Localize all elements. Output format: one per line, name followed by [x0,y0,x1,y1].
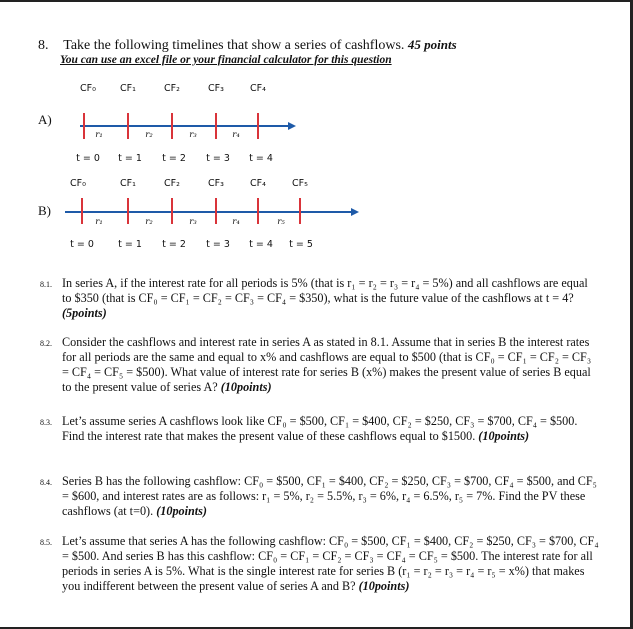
timeline-b-tick-4 [257,198,259,224]
timeline-b-axis [65,211,351,213]
item-number: 8.4. [40,478,52,487]
item-number: 8.5. [40,538,52,547]
timeline-a-tick-2 [171,113,173,139]
question-title: Take the following timelines that show a series of cashflows. [63,38,405,53]
timeline-a-time-3: t = 3 [206,153,230,164]
timeline-b-cf-4: CF₄ [250,178,266,189]
question-item-8-3 [40,414,600,444]
timeline-b-tick-5 [299,198,301,224]
timeline-b-time-0: t = 0 [70,239,94,250]
timeline-b-time-1: t = 1 [118,239,142,250]
timeline-a-time-1: t = 1 [118,153,142,164]
timeline-a-label: A) [38,112,52,127]
question-instruction: You can use an excel file or your financial calculator for this question [60,54,392,66]
timeline-a-tick-0 [83,113,85,139]
item-points: (10points) [156,504,207,518]
question-item-8-5 [40,534,600,594]
item-text-block [62,474,600,519]
timeline-b-tick-0 [81,198,83,224]
timeline-b-cf-3: CF₃ [208,178,224,189]
item-text-block [62,414,600,444]
question-number: 8. [38,38,49,53]
item-number: 8.2. [40,339,52,348]
question-item-8-4 [40,474,600,519]
question-header [38,37,457,54]
timeline-b-cf-2: CF₂ [164,178,180,189]
question-points: 45 points [407,37,457,52]
question-item-8-2 [40,335,600,395]
frame-top-border [0,0,633,2]
timeline-a-cf-3: CF₃ [208,83,224,94]
timeline-b-tick-1 [127,198,129,224]
timeline-b-time-2: t = 2 [162,239,186,250]
timeline-a-rate-2: r₂ [145,130,153,140]
timeline-a-rate-3: r₃ [189,130,197,140]
item-text-block [62,534,600,594]
timeline-b-arrowhead [351,208,359,216]
timeline-b-time-5: t = 5 [289,239,313,250]
item-text-block [62,276,600,321]
item-text: In series A, if the interest rate for all periods is 5% (that is r₁ = r₂ = r₃ = r₄ = 5%) and all cashflows are equal to $350 (that is CF₀ = CF₁ = CF₂ = CF₃ = CF₄ = $350), what is the future value of the cashflows at t = 4? [62,276,588,305]
timeline-b-label: B) [38,203,51,218]
timeline-a-time-4: t = 4 [249,153,273,164]
item-number: 8.3. [40,418,52,427]
timeline-b-cf-0: CF₀ [70,178,86,189]
timeline-b-rate-5: r₅ [277,217,285,227]
item-points: (5points) [62,306,107,320]
item-text: Let’s assume series A cashflows look like CF₀ = $500, CF₁ = $400, CF₂ = $250, CF₃ = $700, CF₄ = $500. Find the interest rate that makes the present value of these cashflows equal to $1500. [62,414,578,443]
timeline-b-cf-1: CF₁ [120,178,136,189]
question-item-8-1 [40,276,600,321]
timeline-b-rate-4: r₄ [232,217,240,227]
timeline-a-cf-2: CF₂ [164,83,180,94]
timeline-a-cf-4: CF₄ [250,83,266,94]
timeline-a-rate-4: r₄ [232,130,240,140]
timeline-b-tick-3 [215,198,217,224]
timeline-a-tick-4 [257,113,259,139]
timeline-a-cf-1: CF₁ [120,83,136,94]
timeline-a-arrowhead [288,122,296,130]
item-text: Series B has the following cashflow: CF₀ = $500, CF₁ = $400, CF₂ = $250, CF₃ = $700, CF₄ = $500, and CF₅ = $600, and interest rates are as follows: r₁ = 5%, r₂ = 5.5%, r₃ = 6%, r₄ = 6.5%, r₅ = 7%. Find the PV these cashflows (at t=0). [62,474,597,518]
timeline-b-rate-2: r₂ [145,217,153,227]
item-points: (10points) [220,380,272,394]
timeline-a-tick-3 [215,113,217,139]
timeline-a-cf-0: CF₀ [80,83,96,94]
timeline-b-rate-1: r₁ [95,217,103,227]
timeline-a-tick-1 [127,113,129,139]
item-points: (10points) [358,579,410,593]
item-text-block [62,335,600,395]
timeline-b-rate-3: r₃ [189,217,197,227]
timeline-b-time-4: t = 4 [249,239,273,250]
timeline-a-rate-1: r₁ [95,130,103,140]
item-number: 8.1. [40,280,52,289]
timeline-b-cf-5: CF₅ [292,178,308,189]
item-text: Consider the cashflows and interest rate in series A as stated in 8.1. Assume that in series B the interest rates for all periods are the same and equal to x% and cashflows are equal to $500 (that is CF₀ = CF₁ = CF₂ = CF₃ = CF₄ = CF₅ = $500). What value of interest rate for series B (x%) makes the present value of series B equal to the present value of series A? [62,335,592,394]
item-points: (10points) [478,429,530,443]
item-text: Let’s assume that series A has the following cashflow: CF₀ = $500, CF₁ = $400, CF₂ = $250, CF₃ = $700, CF₄ = $500. And series B has this cashflow: CF₀ = CF₁ = CF₂ = CF₃ = CF₄ = CF₅ = $500. The interest rate for all periods in series A is 5%. What is the single interest rate for series B (r₁ = r₂ = r₃ = r₄ = r₅ = x%) that makes you indifferent between the present value of series A and B? [62,534,599,593]
timeline-a-time-0: t = 0 [76,153,100,164]
timeline-b-time-3: t = 3 [206,239,230,250]
timeline-a-time-2: t = 2 [162,153,186,164]
timeline-b-tick-2 [171,198,173,224]
